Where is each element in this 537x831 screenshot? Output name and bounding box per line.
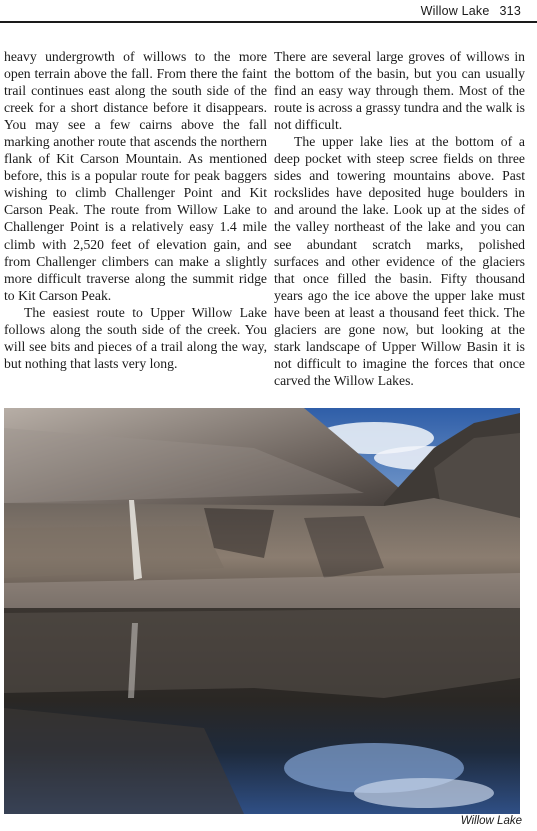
right-text-column [274, 48, 525, 389]
left-text-column [4, 48, 267, 372]
lake-landscape-image [4, 408, 520, 814]
running-head [421, 4, 521, 18]
page-number: 313 [499, 4, 521, 18]
paragraph: heavy undergrowth of willows to the more open terrain above the fall. From there the faint trail continues east along the south side of the creek for a short distance before it disappears. You may see a few cairns above the fall marking another route that ascends the northern flank of Kit Carson Mountain. As mentioned before, this is a popular route for peak baggers wishing to climb Challenger Point and Kit Carson Peak. The route from Willow Lake to Challenger Point is a relatively easy 1.4 mile climb with 2,520 feet of elevation gain, and from Challenger climbers can make a slightly more difficult traverse along the summit ridge to Kit Carson Peak. [4, 49, 267, 303]
paragraph: There are several large groves of willows in the bottom of the basin, but you can usually find an easy way through them. Most of the route is across a grassy tundra and the walk is not difficult. [274, 49, 525, 133]
header-rule [0, 21, 537, 23]
paragraph: The easiest route to Upper Willow Lake follows along the south side of the creek. You will see bits and pieces of a trail along the way, but nothing that lasts very long. [4, 304, 267, 371]
willow-lake-photo [4, 408, 520, 814]
paragraph: The upper lake lies at the bottom of a deep pocket with steep scree fields on three sides and towering mountains above. Past rockslides have deposited huge boulders in and around the lake. Look up at the sides of the valley northeast of the lake and you can see abundant scratch marks, polished surfaces and other evidence of the glaciers that once filled the basin. Fifty thousand years ago the ice above the upper lake must have been at least a thousand feet thick. The glaciers are gone now, but looking at the stark landscape of Upper Willow Basin it is not difficult to imagine the forces that once carved the Willow Lakes. [274, 134, 525, 388]
photo-caption: Willow Lake [460, 815, 522, 827]
section-title: Willow Lake [420, 4, 490, 18]
